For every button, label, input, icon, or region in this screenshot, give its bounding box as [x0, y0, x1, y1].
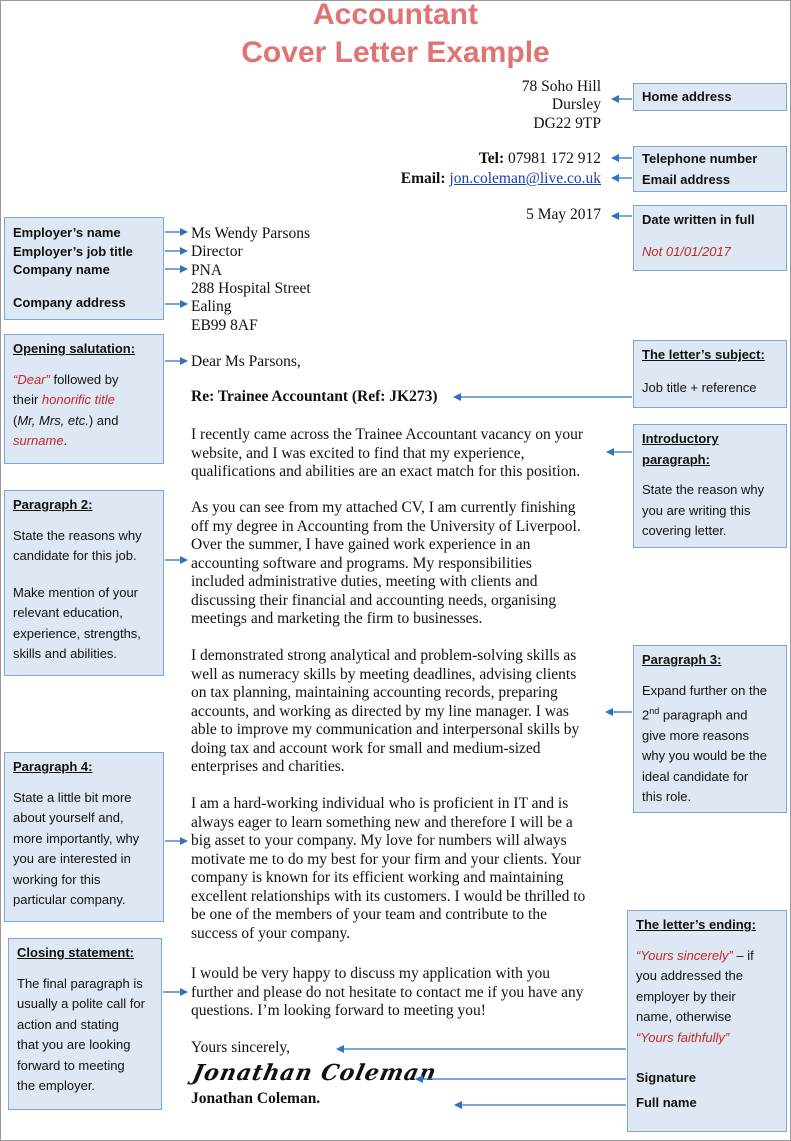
- callout-heading: Introductory: [642, 431, 719, 446]
- callout-line: The final paragraph is: [17, 975, 143, 991]
- callout-letter-ending: [627, 910, 787, 1132]
- callout-heading: paragraph:: [642, 451, 710, 467]
- callout-paragraph-4: [4, 752, 164, 922]
- callout-text: “Dear”: [13, 371, 50, 387]
- callout-heading: Company address: [13, 294, 126, 310]
- callout-line: [13, 411, 155, 432]
- callout-closing-statement: [8, 938, 162, 1110]
- paragraph-line: motivate me to do my best for your firm and your clients. Your: [191, 850, 582, 868]
- recipient-address-line1: 288 Hospital Street: [191, 280, 311, 297]
- callout-line: more importantly, why: [13, 830, 140, 846]
- callout-heading: Paragraph 2:: [13, 497, 93, 512]
- paragraph-line: excellent relationships with its customers. I would be thrilled to: [191, 887, 586, 905]
- callout-line: you addressed the: [636, 968, 743, 983]
- home-address-line3: DG22 9TP: [533, 115, 601, 132]
- page-title-line1: Accountant: [313, 0, 478, 31]
- callout-line: skills and abilities.: [13, 646, 118, 661]
- callout-line: [642, 701, 778, 726]
- callout-text: – if: [732, 947, 754, 963]
- callout-text: .: [63, 433, 68, 448]
- paragraph-line: qualifications and abilities are an exact match for this position.: [191, 463, 581, 480]
- callout-body: [13, 526, 155, 567]
- letter-date: 5 May 2017: [526, 206, 601, 223]
- callout-line: [13, 370, 155, 391]
- callout-line: State a little bit more: [13, 789, 132, 805]
- callout-text: followed by: [49, 371, 119, 387]
- paragraph-3: [191, 647, 579, 777]
- callout-heading: Closing statement:: [17, 945, 135, 960]
- paragraph-line: always eager to learn something new and therefore I will be a: [191, 813, 573, 831]
- recipient-title: Director: [191, 243, 243, 260]
- callout-heading: Employer’s job title: [13, 243, 133, 259]
- callout-line: action and stating: [17, 1016, 119, 1032]
- paragraph-line: As you can see from my attached CV, I am currently finishing: [191, 499, 576, 516]
- callout-heading: Email address: [642, 171, 731, 187]
- callout-text: “Yours sincerely”: [636, 947, 733, 963]
- paragraph-line: off my degree in Accounting from the University of Liverpool.: [191, 517, 581, 535]
- callout-line: [636, 946, 778, 967]
- callout-line: Make mention of your: [13, 584, 139, 600]
- callout-heading: Home address: [642, 89, 732, 104]
- callout-line: forward to meeting: [17, 1057, 125, 1073]
- callout-line: this role.: [642, 789, 692, 805]
- callout-subject: [633, 340, 787, 408]
- callout-fullname-label: Full name: [636, 1094, 697, 1110]
- callout-date-note: Not 01/01/2017: [642, 243, 731, 259]
- callout-heading: Opening salutation:: [13, 341, 136, 356]
- callout-line: Expand further on the: [642, 682, 768, 698]
- paragraph-line: accounting software and programs. My responsibilities: [191, 554, 532, 572]
- salutation: Dear Ms Parsons,: [191, 353, 301, 370]
- callout-line: experience, strengths,: [13, 625, 141, 641]
- telephone-line: [479, 150, 601, 169]
- paragraph-line: company is known for its efficient working and maintaining: [191, 869, 564, 886]
- paragraph-5: [191, 965, 584, 1021]
- paragraph-line: I would be very happy to discuss my application with you: [191, 965, 551, 982]
- callout-line: usually a polite call for: [17, 996, 145, 1011]
- callout-text: Mr, Mrs, etc.: [17, 412, 89, 428]
- callout-line: ideal candidate for: [642, 768, 749, 784]
- paragraph-line: included administrative duties, meeting with clients and: [191, 573, 538, 590]
- paragraph-line: further and please do not hesitate to contact me if you have any: [191, 983, 584, 1001]
- callout-salutation: [4, 334, 164, 464]
- callout-line: relevant education,: [13, 605, 123, 620]
- callout-heading: Paragraph 3:: [642, 652, 722, 667]
- paragraph-line: I recently came across the Trainee Accountant vacancy on your: [191, 426, 584, 443]
- paragraph-line: meetings and marketing the firm to businesses.: [191, 610, 483, 627]
- callout-line: State the reason why: [642, 482, 765, 497]
- callout-line: the employer.: [17, 1078, 96, 1093]
- callout-text: their: [13, 392, 42, 407]
- paragraph-line: I demonstrated strong analytical and problem-solving skills as: [191, 647, 577, 664]
- paragraph-line: accounts, and working as directed by my line manager. I was: [191, 702, 569, 720]
- callout-text: paragraph and: [659, 707, 748, 723]
- callout-body: [636, 946, 778, 1049]
- callout-text: ) and: [88, 412, 119, 428]
- paragraph-line: I am a hard-working individual who is proficient in IT and is: [191, 795, 569, 812]
- paragraph-line: be one of the members of your team and contribute to the: [191, 906, 547, 923]
- paragraph-line: questions. I’m looking forward to meeting you!: [191, 1002, 486, 1019]
- callout-body: [642, 681, 778, 808]
- callout-line: candidate for this job.: [13, 548, 137, 563]
- callout-body: Job title + reference: [642, 379, 757, 395]
- paragraph-line: well as numeracy skills by meeting deadlines, advising clients: [191, 665, 577, 683]
- callout-line: “Yours faithfully”: [636, 1029, 730, 1045]
- callout-line: name, otherwise: [636, 1009, 732, 1024]
- callout-date: [633, 205, 787, 271]
- paragraph-line: website, and I was excited to find that my experience,: [191, 444, 525, 462]
- callout-line: [13, 431, 155, 452]
- callout-employer: [4, 217, 164, 320]
- callout-line: State the reasons why: [13, 527, 142, 543]
- callout-paragraph-2: [4, 490, 164, 676]
- recipient-company: PNA: [191, 262, 223, 279]
- callout-paragraph-3: [633, 645, 787, 813]
- recipient-name: Ms Wendy Parsons: [191, 225, 311, 242]
- callout-body: [642, 480, 778, 542]
- callout-line: employer by their: [636, 988, 736, 1004]
- callout-body: [17, 974, 153, 1097]
- paragraph-line: able to improve my communication and interpersonal skills by: [191, 721, 580, 738]
- email-label: Email:: [400, 170, 446, 187]
- telephone-label: Tel:: [478, 150, 505, 167]
- email-link[interactable]: jon.coleman@live.co.uk: [449, 170, 601, 187]
- callout-text: 2: [642, 707, 650, 723]
- callout-telephone-email: [633, 146, 787, 192]
- callout-heading: Employer’s name: [13, 225, 121, 240]
- page-title-line2: Cover Letter Example: [241, 36, 550, 69]
- callout-text: nd: [649, 706, 660, 716]
- callout-line: covering letter.: [642, 523, 727, 538]
- callout-line: that you are looking: [17, 1037, 131, 1052]
- callout-text: surname: [13, 433, 64, 448]
- callout-heading: Company name: [13, 262, 110, 277]
- callout-line: [13, 390, 155, 411]
- home-address-line1: 78 Soho Hill: [521, 78, 601, 95]
- recipient-address-line3: EB99 8AF: [191, 317, 258, 334]
- callout-text: (: [13, 412, 18, 428]
- callout-line: you are writing this: [642, 502, 751, 518]
- paragraph-line: Over the summer, I have gained work experience in an: [191, 536, 531, 553]
- home-address-line2: Dursley: [551, 96, 601, 113]
- callout-heading: The letter’s subject:: [642, 347, 765, 362]
- callout-line: working for this: [13, 871, 101, 887]
- telephone-value: 07981 172 912: [508, 150, 601, 167]
- paragraph-2: [191, 499, 581, 629]
- recipient-address-line2: Ealing: [191, 298, 232, 315]
- callout-text: honorific title: [41, 392, 115, 407]
- handwritten-signature: Jonathan Coleman: [190, 1060, 440, 1086]
- callout-line: you are interested in: [13, 851, 131, 866]
- paragraph-line: doing tax and account work for small and medium-sized: [191, 739, 541, 757]
- callout-signature-label: Signature: [636, 1070, 696, 1085]
- callout-line: give more reasons: [642, 727, 749, 743]
- paragraph-line: on tax planning, maintaining accounting records, preparing: [191, 684, 558, 701]
- callout-body: [13, 788, 155, 911]
- paragraph-line: discussing their financial and accounting needs, organising: [191, 591, 557, 609]
- sign-off: Yours sincerely,: [191, 1039, 291, 1056]
- callout-body: [13, 370, 155, 452]
- callout-heading: Date written in full: [642, 212, 755, 227]
- paragraph-line: success of your company.: [191, 924, 351, 942]
- callout-line: particular company.: [13, 892, 126, 907]
- callout-introductory: [633, 424, 787, 548]
- paragraph-4: [191, 795, 585, 943]
- subject-line: Re: Trainee Accountant (Ref: JK273): [191, 388, 438, 405]
- paragraph-1: [191, 426, 583, 482]
- callout-line: about yourself and,: [13, 810, 124, 825]
- callout-heading: The letter’s ending:: [636, 917, 756, 932]
- callout-heading: Paragraph 4:: [13, 759, 93, 774]
- paragraph-line: big asset to your company. My love for numbers will always: [191, 832, 567, 849]
- paragraph-line: enterprises and charities.: [191, 758, 345, 775]
- callout-body: [13, 583, 155, 665]
- callout-home-address: [633, 83, 787, 111]
- callout-line: why you would be the: [642, 748, 768, 764]
- email-line: [401, 170, 601, 189]
- full-name: Jonathan Coleman.: [191, 1090, 321, 1107]
- callout-heading: Telephone number: [642, 151, 758, 166]
